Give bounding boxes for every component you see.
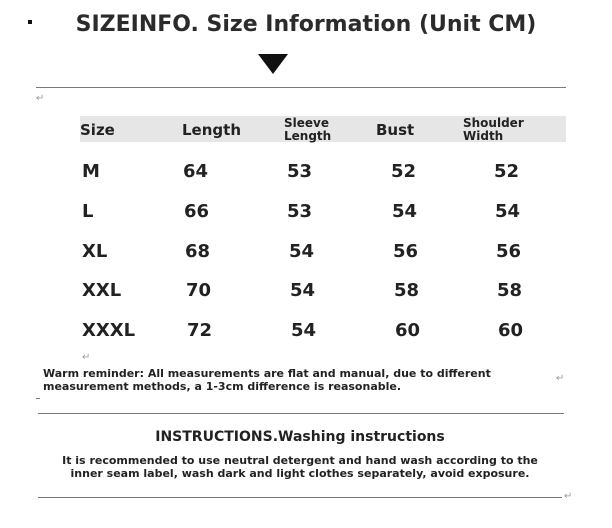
row-length: 68: [185, 241, 211, 262]
row-size: M: [82, 161, 100, 182]
header-size: Size: [80, 121, 115, 139]
row-shoulder-width: 52: [494, 161, 520, 182]
bottom-divider: [38, 497, 562, 498]
warm-reminder: Warm reminder: All measurements are flat and manual, due to different measurement methods, a 1-3cm difference is reasonable.: [43, 367, 491, 393]
row-sleeve-length: 53: [287, 161, 313, 182]
page-title: SIZEINFO. Size Information (Unit CM): [75, 12, 537, 37]
row-size: L: [82, 201, 94, 222]
header-length: Length: [182, 121, 241, 139]
row-length: 64: [183, 161, 209, 182]
header-bust: Bust: [376, 121, 415, 139]
return-mark-icon: ↵: [36, 93, 45, 104]
row-shoulder-width: 54: [495, 201, 521, 222]
return-mark-icon: ↵: [556, 373, 565, 384]
row-size: XXL: [82, 280, 122, 301]
row-shoulder-width: 56: [496, 241, 522, 262]
row-sleeve-length: 54: [290, 280, 316, 301]
row-length: 70: [186, 280, 212, 301]
row-size: XXXL: [82, 320, 136, 341]
row-length: 66: [184, 201, 210, 222]
instructions-title: INSTRUCTIONS.Washing instructions: [155, 429, 445, 445]
row-size: XL: [82, 241, 108, 262]
row-bust: 56: [393, 241, 419, 262]
instructions-text: It is recommended to use neutral detergent and hand wash according to the inner seam label, wash dark and light clothes separately, avoid exposure.: [62, 454, 538, 480]
header-shoulder-width: Shoulder Width: [463, 116, 524, 143]
top-divider: [36, 87, 566, 88]
row-sleeve-length: 54: [289, 241, 315, 262]
header-sleeve-length: Sleeve Length: [284, 116, 332, 143]
row-bust: 60: [395, 320, 421, 341]
return-mark-icon: ↵: [82, 352, 91, 363]
row-length: 72: [187, 320, 213, 341]
row-bust: 54: [392, 201, 418, 222]
row-sleeve-length: 53: [287, 201, 313, 222]
middle-divider: [38, 413, 564, 414]
row-bust: 58: [394, 280, 420, 301]
dash-mark: [36, 398, 40, 399]
row-shoulder-width: 60: [498, 320, 524, 341]
row-shoulder-width: 58: [497, 280, 523, 301]
return-mark-icon: ↵: [564, 491, 573, 502]
row-bust: 52: [391, 161, 417, 182]
down-arrow-icon: [258, 54, 288, 74]
row-sleeve-length: 54: [291, 320, 317, 341]
